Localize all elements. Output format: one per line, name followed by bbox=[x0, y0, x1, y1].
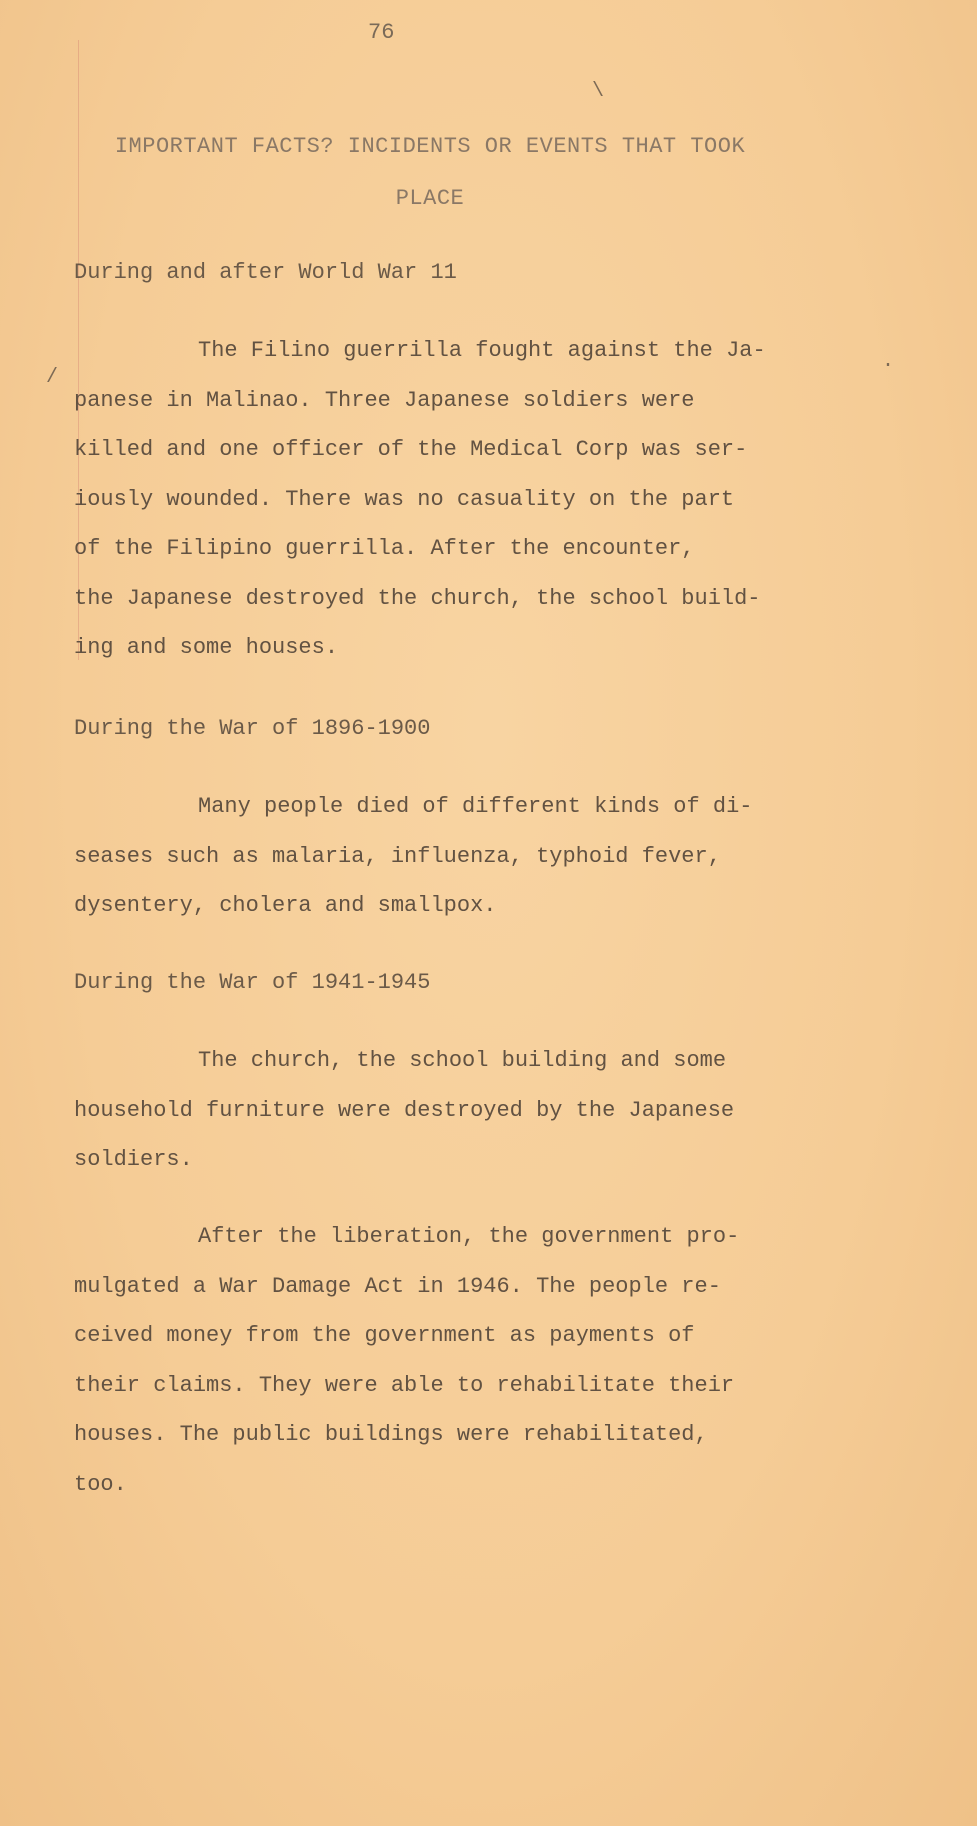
paragraph-line: killed and one officer of the Medical Corp was ser- bbox=[74, 437, 748, 462]
paragraph-line: ceived money from the government as payments of bbox=[74, 1323, 695, 1348]
paragraph-line: household furniture were destroyed by the Japanese bbox=[74, 1097, 735, 1123]
paragraph bbox=[74, 782, 864, 931]
pen-mark: / bbox=[46, 366, 59, 389]
paragraph-line: of the Filipino guerrilla. After the encounter, bbox=[74, 536, 695, 561]
paragraph-line: their claims. They were able to rehabilitate their bbox=[74, 1372, 735, 1398]
page-title-line-1: IMPORTANT FACTS? INCIDENTS OR EVENTS THAT TOOK bbox=[114, 134, 746, 159]
paragraph-line: The Filino guerrilla fought against the Ja- bbox=[198, 338, 766, 363]
paragraph bbox=[74, 1036, 864, 1185]
paragraph-line: iously wounded. There was no casuality on the part bbox=[74, 486, 735, 512]
section-heading: During and after World War 11 bbox=[74, 260, 457, 285]
paragraph-line: houses. The public buildings were rehabilitated, bbox=[74, 1422, 708, 1447]
paragraph-line: mulgated a War Damage Act in 1946. The people re- bbox=[74, 1273, 721, 1299]
section-heading: During the War of 1896-1900 bbox=[74, 716, 431, 741]
paragraph-line: The church, the school building and some bbox=[198, 1048, 727, 1073]
paragraph-line: seases such as malaria, influenza, typhoid fever, bbox=[74, 843, 721, 869]
page-title-line-2: PLACE bbox=[395, 186, 465, 211]
paragraph-line: the Japanese destroyed the church, the school build- bbox=[74, 585, 761, 611]
pen-mark: \ bbox=[592, 80, 605, 103]
paragraph bbox=[74, 1212, 864, 1509]
paragraph bbox=[74, 326, 864, 673]
section-heading: During the War of 1941-1945 bbox=[74, 970, 431, 995]
paragraph-line: soldiers. bbox=[74, 1147, 193, 1172]
page-number: 76 bbox=[368, 20, 395, 45]
paragraph-line: ing and some houses. bbox=[74, 635, 339, 660]
paragraph-line: Many people died of different kinds of di- bbox=[198, 794, 753, 819]
pen-mark: . bbox=[882, 350, 895, 373]
paragraph-line: After the liberation, the government pro- bbox=[198, 1224, 740, 1249]
paragraph-line: dysentery, cholera and smallpox. bbox=[74, 893, 497, 918]
paragraph-line: panese in Malinao. Three Japanese soldiers were bbox=[74, 387, 695, 413]
paragraph-line: too. bbox=[74, 1471, 127, 1497]
